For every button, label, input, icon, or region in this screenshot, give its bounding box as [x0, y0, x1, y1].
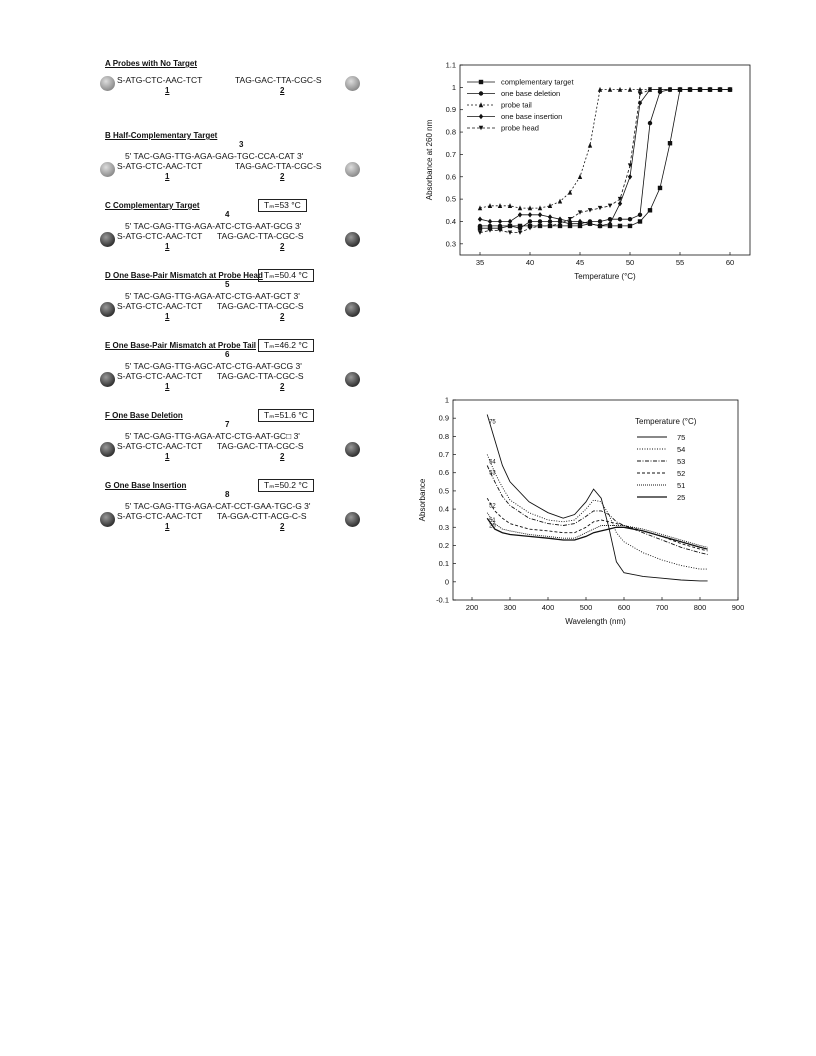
marker-circle: [498, 224, 502, 228]
section-title: C Complementary Target: [105, 201, 200, 210]
probe-2-number: 2: [280, 382, 285, 391]
x-tick-label: 800: [693, 603, 707, 612]
target-number: 6: [225, 350, 230, 359]
marker-diamond: [488, 219, 492, 224]
legend-label: probe tail: [501, 100, 532, 110]
y-tick-label: 0.7: [445, 149, 456, 159]
x-tick-label: 700: [655, 603, 669, 612]
y-tick-label: 1: [444, 395, 449, 405]
gold-nanoparticle: [100, 512, 115, 527]
gold-nanoparticle: [345, 162, 360, 177]
series-line: [487, 455, 707, 570]
legend-label: 25: [677, 493, 686, 502]
probe-1-sequence: S-ATG-CTC-AAC-TCT: [117, 231, 203, 241]
marker-circle: [528, 219, 532, 223]
gold-nanoparticle: [100, 76, 115, 91]
marker-diamond: [618, 201, 622, 206]
marker-circle: [478, 224, 482, 228]
series-line: [487, 513, 707, 548]
scheme-section: [95, 267, 375, 337]
probe-2-sequence: TAG-GAC-TTA-CGC-S: [217, 371, 304, 381]
section-title: D One Base-Pair Mismatch at Probe Head: [105, 271, 263, 280]
gold-nanoparticle: [345, 302, 360, 317]
marker-diamond: [479, 114, 483, 119]
probe-1-sequence: S-ATG-CTC-AAC-TCT: [117, 511, 203, 521]
y-tick-label: 0.2: [438, 540, 449, 550]
x-axis-label: Wavelength (nm): [565, 617, 626, 626]
probe-1-sequence: S-ATG-CTC-AAC-TCT: [117, 371, 203, 381]
tm-box: Tₘ=53 °C: [258, 199, 307, 212]
marker-circle: [628, 217, 632, 221]
marker-square: [648, 208, 652, 212]
target-sequence: 5' TAC-GAG-TTG-AGA-ATC-CTG-AAT-GCT 3': [125, 291, 300, 301]
marker-triangle: [578, 174, 582, 179]
y-tick-label: 0.5: [438, 486, 449, 496]
target-sequence: 5' TAC-GAG-TTG-AGA-ATC-CTG-AAT-GCG 3': [125, 221, 302, 231]
marker-triangle: [518, 205, 522, 210]
y-tick-label: 0.7: [438, 450, 449, 460]
probe-2-sequence: TAG-GAC-TTA-CGC-S: [217, 441, 304, 451]
marker-diamond: [498, 219, 502, 224]
y-tick-label: 1: [451, 82, 456, 92]
legend-label: 75: [677, 433, 686, 442]
y-tick-label: 0.4: [438, 504, 449, 514]
marker-star: [608, 204, 612, 208]
legend-label: one base insertion: [501, 112, 563, 121]
series-line: [480, 90, 730, 226]
gold-nanoparticle: [100, 232, 115, 247]
probe-2-sequence: TAG-GAC-TTA-CGC-S: [235, 75, 322, 85]
gold-nanoparticle: [100, 162, 115, 177]
section-title: E One Base-Pair Mismatch at Probe Tail: [105, 341, 257, 350]
section-title: G One Base Insertion: [105, 481, 187, 490]
legend-label: probe head: [501, 123, 539, 133]
marker-triangle: [558, 199, 562, 204]
section-title: F One Base Deletion: [105, 411, 183, 420]
probe-1-number: 1: [165, 312, 170, 321]
y-tick-label: 0.8: [445, 127, 456, 137]
legend-label: 53: [677, 457, 686, 466]
y-tick-label: 0: [444, 577, 449, 587]
x-tick-label: 600: [617, 603, 631, 612]
y-axis-label: Absorbance: [418, 478, 427, 522]
target-sequence: 5' TAC-GAG-TTG-AGA-GAG-TGC-CCA-CAT 3': [125, 151, 304, 161]
x-tick-label: 300: [503, 603, 517, 612]
curve-label: 25: [489, 523, 496, 530]
y-tick-label: 1.1: [445, 60, 456, 70]
target-number: 8: [225, 490, 230, 499]
probe-1-number: 1: [165, 86, 170, 95]
probe-1-sequence: S-ATG-CTC-AAC-TCT: [117, 75, 203, 85]
x-axis-label: Temperature (°C): [574, 272, 636, 281]
section-title: B Half-Complementary Target: [105, 131, 218, 140]
x-tick-label: 400: [541, 603, 555, 612]
y-tick-label: 0.3: [438, 522, 449, 532]
series-line: [487, 498, 707, 551]
scheme-section: [95, 127, 375, 197]
legend-label: 52: [677, 469, 686, 478]
tm-box: Tₘ=50.4 °C: [258, 269, 314, 282]
x-tick-label: 55: [675, 258, 685, 267]
y-axis-label: Absorbance at 260 nm: [425, 119, 434, 201]
target-sequence: 5' TAC-GAG-TTG-AGA-CAT-CCT-GAA-TGC-G 3': [125, 501, 311, 511]
y-tick-label: 0.3: [445, 239, 456, 249]
curve-label: 54: [489, 459, 496, 466]
x-tick-label: 35: [475, 258, 485, 267]
marker-diamond: [538, 212, 542, 217]
tm-box: Tₘ=51.6 °C: [258, 409, 314, 422]
target-sequence: 5' TAC-GAG-TTG-AGC-ATC-CTG-AAT-GCG 3': [125, 361, 302, 371]
marker-triangle: [588, 143, 592, 148]
marker-circle: [618, 217, 622, 221]
gold-nanoparticle: [100, 302, 115, 317]
marker-square: [628, 224, 632, 228]
probe-1-number: 1: [165, 452, 170, 461]
probe-2-number: 2: [280, 452, 285, 461]
x-tick-label: 500: [579, 603, 593, 612]
probe-1-number: 1: [165, 172, 170, 181]
gold-nanoparticle: [345, 232, 360, 247]
y-tick-label: 0.1: [438, 559, 449, 569]
marker-diamond: [528, 212, 532, 217]
x-tick-label: 40: [525, 258, 535, 267]
y-tick-label: 0.5: [445, 194, 456, 204]
scheme-section: [95, 197, 375, 267]
marker-square: [638, 219, 642, 223]
marker-triangle: [548, 203, 552, 208]
marker-square: [479, 80, 483, 84]
scheme-section: [95, 477, 375, 547]
legend-label: 51: [677, 481, 686, 490]
marker-triangle: [538, 205, 542, 210]
scheme-section: [95, 407, 375, 477]
marker-circle: [508, 224, 512, 228]
probe-1-number: 1: [165, 242, 170, 251]
y-tick-label: 0.4: [445, 216, 456, 226]
y-tick-label: 0.6: [438, 468, 449, 478]
marker-diamond: [478, 217, 482, 222]
probe-2-number: 2: [280, 242, 285, 251]
legend-title: Temperature (°C): [635, 417, 697, 426]
probe-1-number: 1: [165, 522, 170, 531]
marker-star: [518, 230, 522, 234]
y-tick-label: 0.6: [445, 172, 456, 182]
legend-label: 54: [677, 445, 686, 454]
x-tick-label: 50: [625, 258, 635, 267]
marker-circle: [548, 219, 552, 223]
gold-nanoparticle: [345, 76, 360, 91]
series-line: [487, 415, 707, 581]
probe-2-sequence: TAG-GAC-TTA-CGC-S: [217, 301, 304, 311]
curve-label: 52: [489, 503, 496, 510]
section-title: A Probes with No Target: [105, 59, 198, 68]
gold-nanoparticle: [100, 442, 115, 457]
probe-2-number: 2: [280, 522, 285, 531]
target-sequence: 5' TAC-GAG-TTG-AGA-ATC-CTG-AAT-GC□ 3': [125, 431, 300, 441]
marker-diamond: [508, 219, 512, 224]
target-number: 3: [239, 140, 244, 149]
probe-2-number: 2: [280, 172, 285, 181]
probe-2-number: 2: [280, 312, 285, 321]
y-tick-label: 0.9: [438, 413, 449, 423]
target-number: 4: [225, 210, 230, 219]
x-tick-label: 200: [465, 603, 479, 612]
absorbance-spectra-chart: [415, 392, 745, 630]
target-number: 7: [225, 420, 230, 429]
marker-circle: [648, 121, 652, 125]
x-tick-label: 60: [725, 258, 735, 267]
probe-1-number: 1: [165, 382, 170, 391]
marker-circle: [638, 213, 642, 217]
gold-nanoparticle: [345, 442, 360, 457]
probe-2-sequence: TA-GGA-CTT-ACG-C-S: [217, 511, 307, 521]
curve-label: 53: [489, 470, 496, 477]
marker-diamond: [548, 214, 552, 219]
marker-circle: [479, 91, 483, 95]
curve-label: 51: [489, 517, 496, 524]
marker-triangle: [488, 203, 492, 208]
x-tick-label: 900: [731, 603, 745, 612]
marker-circle: [538, 219, 542, 223]
probe-1-sequence: S-ATG-CTC-AAC-TCT: [117, 161, 203, 171]
melting-curve-chart: [415, 55, 760, 293]
marker-triangle: [628, 87, 632, 92]
marker-star: [638, 92, 642, 96]
curve-label: 75: [489, 419, 496, 426]
marker-diamond: [628, 174, 632, 179]
probe-2-sequence: TAG-GAC-TTA-CGC-S: [235, 161, 322, 171]
y-tick-label: -0.1: [436, 595, 449, 605]
gold-nanoparticle: [100, 372, 115, 387]
target-number: 5: [225, 280, 230, 289]
tm-box: Tₘ=46.2 °C: [258, 339, 314, 352]
probe-1-sequence: S-ATG-CTC-AAC-TCT: [117, 301, 203, 311]
gold-nanoparticle: [345, 512, 360, 527]
gold-nanoparticle: [345, 372, 360, 387]
y-tick-label: 0.9: [445, 105, 456, 115]
tm-box: Tₘ=50.2 °C: [258, 479, 314, 492]
marker-diamond: [518, 212, 522, 217]
probe-2-sequence: TAG-GAC-TTA-CGC-S: [217, 231, 304, 241]
marker-circle: [518, 226, 522, 230]
probe-2-number: 2: [280, 86, 285, 95]
x-tick-label: 45: [575, 258, 585, 267]
marker-circle: [598, 219, 602, 223]
hybridization-scheme: [95, 55, 375, 555]
marker-square: [658, 186, 662, 190]
y-tick-label: 0.8: [438, 431, 449, 441]
marker-triangle: [608, 87, 612, 92]
probe-1-sequence: S-ATG-CTC-AAC-TCT: [117, 441, 203, 451]
marker-square: [618, 224, 622, 228]
scheme-section: [95, 337, 375, 407]
scheme-section: [95, 55, 375, 125]
marker-circle: [488, 224, 492, 228]
marker-square: [668, 141, 672, 145]
legend-label: one base deletion: [501, 89, 561, 98]
legend-label: complementary target: [501, 77, 574, 87]
